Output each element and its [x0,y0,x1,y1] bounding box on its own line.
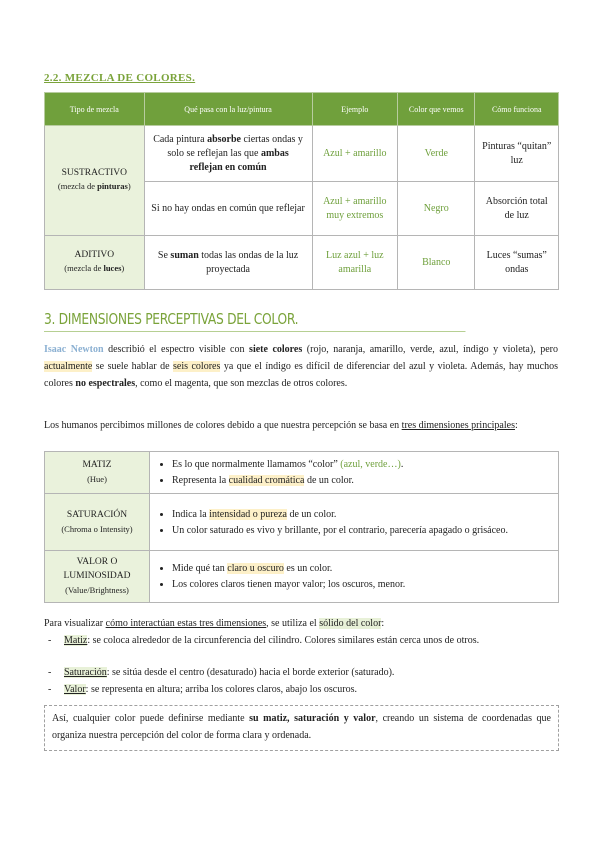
header-que-pasa: Qué pasa con la luz/pintura [144,93,312,126]
what-cell: Si no hay ondas en común que reflejar [144,182,312,236]
table-row [45,452,559,494]
list-item: • Los colores claros tienen mayor valor; los oscuros, menor. [172,577,552,592]
list-item: - Valor: se representa en altura; arriba los colores claros, abajo los oscuros. [48,684,357,695]
list-item: • Un color saturado es vivo y brillante, por el contrario, parecería apagado o grisáceo. [172,523,552,538]
what-cell: Cada pintura absorbe ciertas ondas y solo se reflejan las que ambas reflejan en común [144,126,312,182]
summary-box: Así, cualquier color puede definirse mediante su matiz, saturación y valor, creando un sistema de coordenadas que organiza nuestra percepción del color de forma clara y ordenada. [44,705,559,751]
paragraph-solido: Para visualizar cómo interactúan estas tres dimensiones, se utiliza el sólido del color: [44,618,385,629]
header-tipo: Tipo de mezcla [45,93,145,126]
list-item: - Matiz: se coloca alrededor de la circunferencia del cilindro. Colores similares están cerca unos de otros. [48,635,480,646]
example-cell: Luz azul + luz amarilla [312,236,397,290]
example-cell: Azul + amarillo [312,126,397,182]
color-cell: Verde [398,126,475,182]
how-cell: Absorción total de luz [475,182,559,236]
dimensions-table [44,451,559,603]
what-cell: Se suman todas las ondas de la luz proyectada [144,236,312,290]
table-row [45,126,559,182]
header-ejemplo: Ejemplo [312,93,397,126]
example-cell: Azul + amarillo muy extremos [312,182,397,236]
type-sub: (mezcla de pinturas) [57,181,131,191]
list-item: • Representa la cualidad cromática de un color. [172,473,552,488]
table-row [45,551,559,603]
list-item: • Indica la intensidad o pureza de un color. [172,507,552,522]
list-item: - Saturación: se sitúa desde el centro (desaturado) hacia el borde exterior (saturado). [48,667,395,678]
dimension-label-matiz: MATIZ (Hue) [45,452,150,494]
dimension-label-valor: VALOR O LUMINOSIDAD (Value/Brightness) [45,551,150,603]
color-cell: Negro [398,182,475,236]
list-item: • Mide qué tan claro u oscuro es un color. [172,561,552,576]
how-cell: Pinturas “quitan” luz [475,126,559,182]
type-sub: (mezcla de luces) [64,263,125,273]
paragraph-dimensiones: Los humanos percibimos millones de colores debido a que nuestra percepción se basa en tres dimensiones principales: [44,420,518,431]
type-label: SUSTRACTIVO [61,168,128,178]
section-title: 2.2. MEZCLA DE COLORES. [44,72,196,84]
type-label: ADITIVO [74,250,115,260]
table-row [45,494,559,551]
how-cell: Luces “sumas” ondas [475,236,559,290]
color-mixing-table [44,92,559,290]
dimension-label-saturacion: SATURACIÓN (Chroma o Intensity) [45,494,150,551]
header-como: Cómo funciona [475,93,559,126]
dimension-desc [150,452,559,494]
dimension-desc [150,551,559,603]
list-item: • Es lo que normalmente llamamos “color” (azul, verde…). [172,457,552,472]
color-cell: Blanco [398,236,475,290]
dimension-desc [150,494,559,551]
header-color: Color que vemos [398,93,475,126]
heading-dimensiones: 3. DIMENSIONES PERCEPTIVAS DEL COLOR. [44,310,465,332]
table-row [45,236,559,290]
paragraph-newton: Isaac Newton describió el espectro visible con siete colores (rojo, naranja, amarillo, verde, azul, índigo y violeta), pero actualmente se suele hablar de seis colores ya que el índigo es difícil de diferenciar del azul y violeta. Además, hay muchos colores no espectrales, como el magenta, que son mezclas de otros colores. [44,344,558,389]
table-header-row [45,93,559,126]
type-cell-sustractivo [45,126,145,236]
type-cell-aditivo [45,236,145,290]
